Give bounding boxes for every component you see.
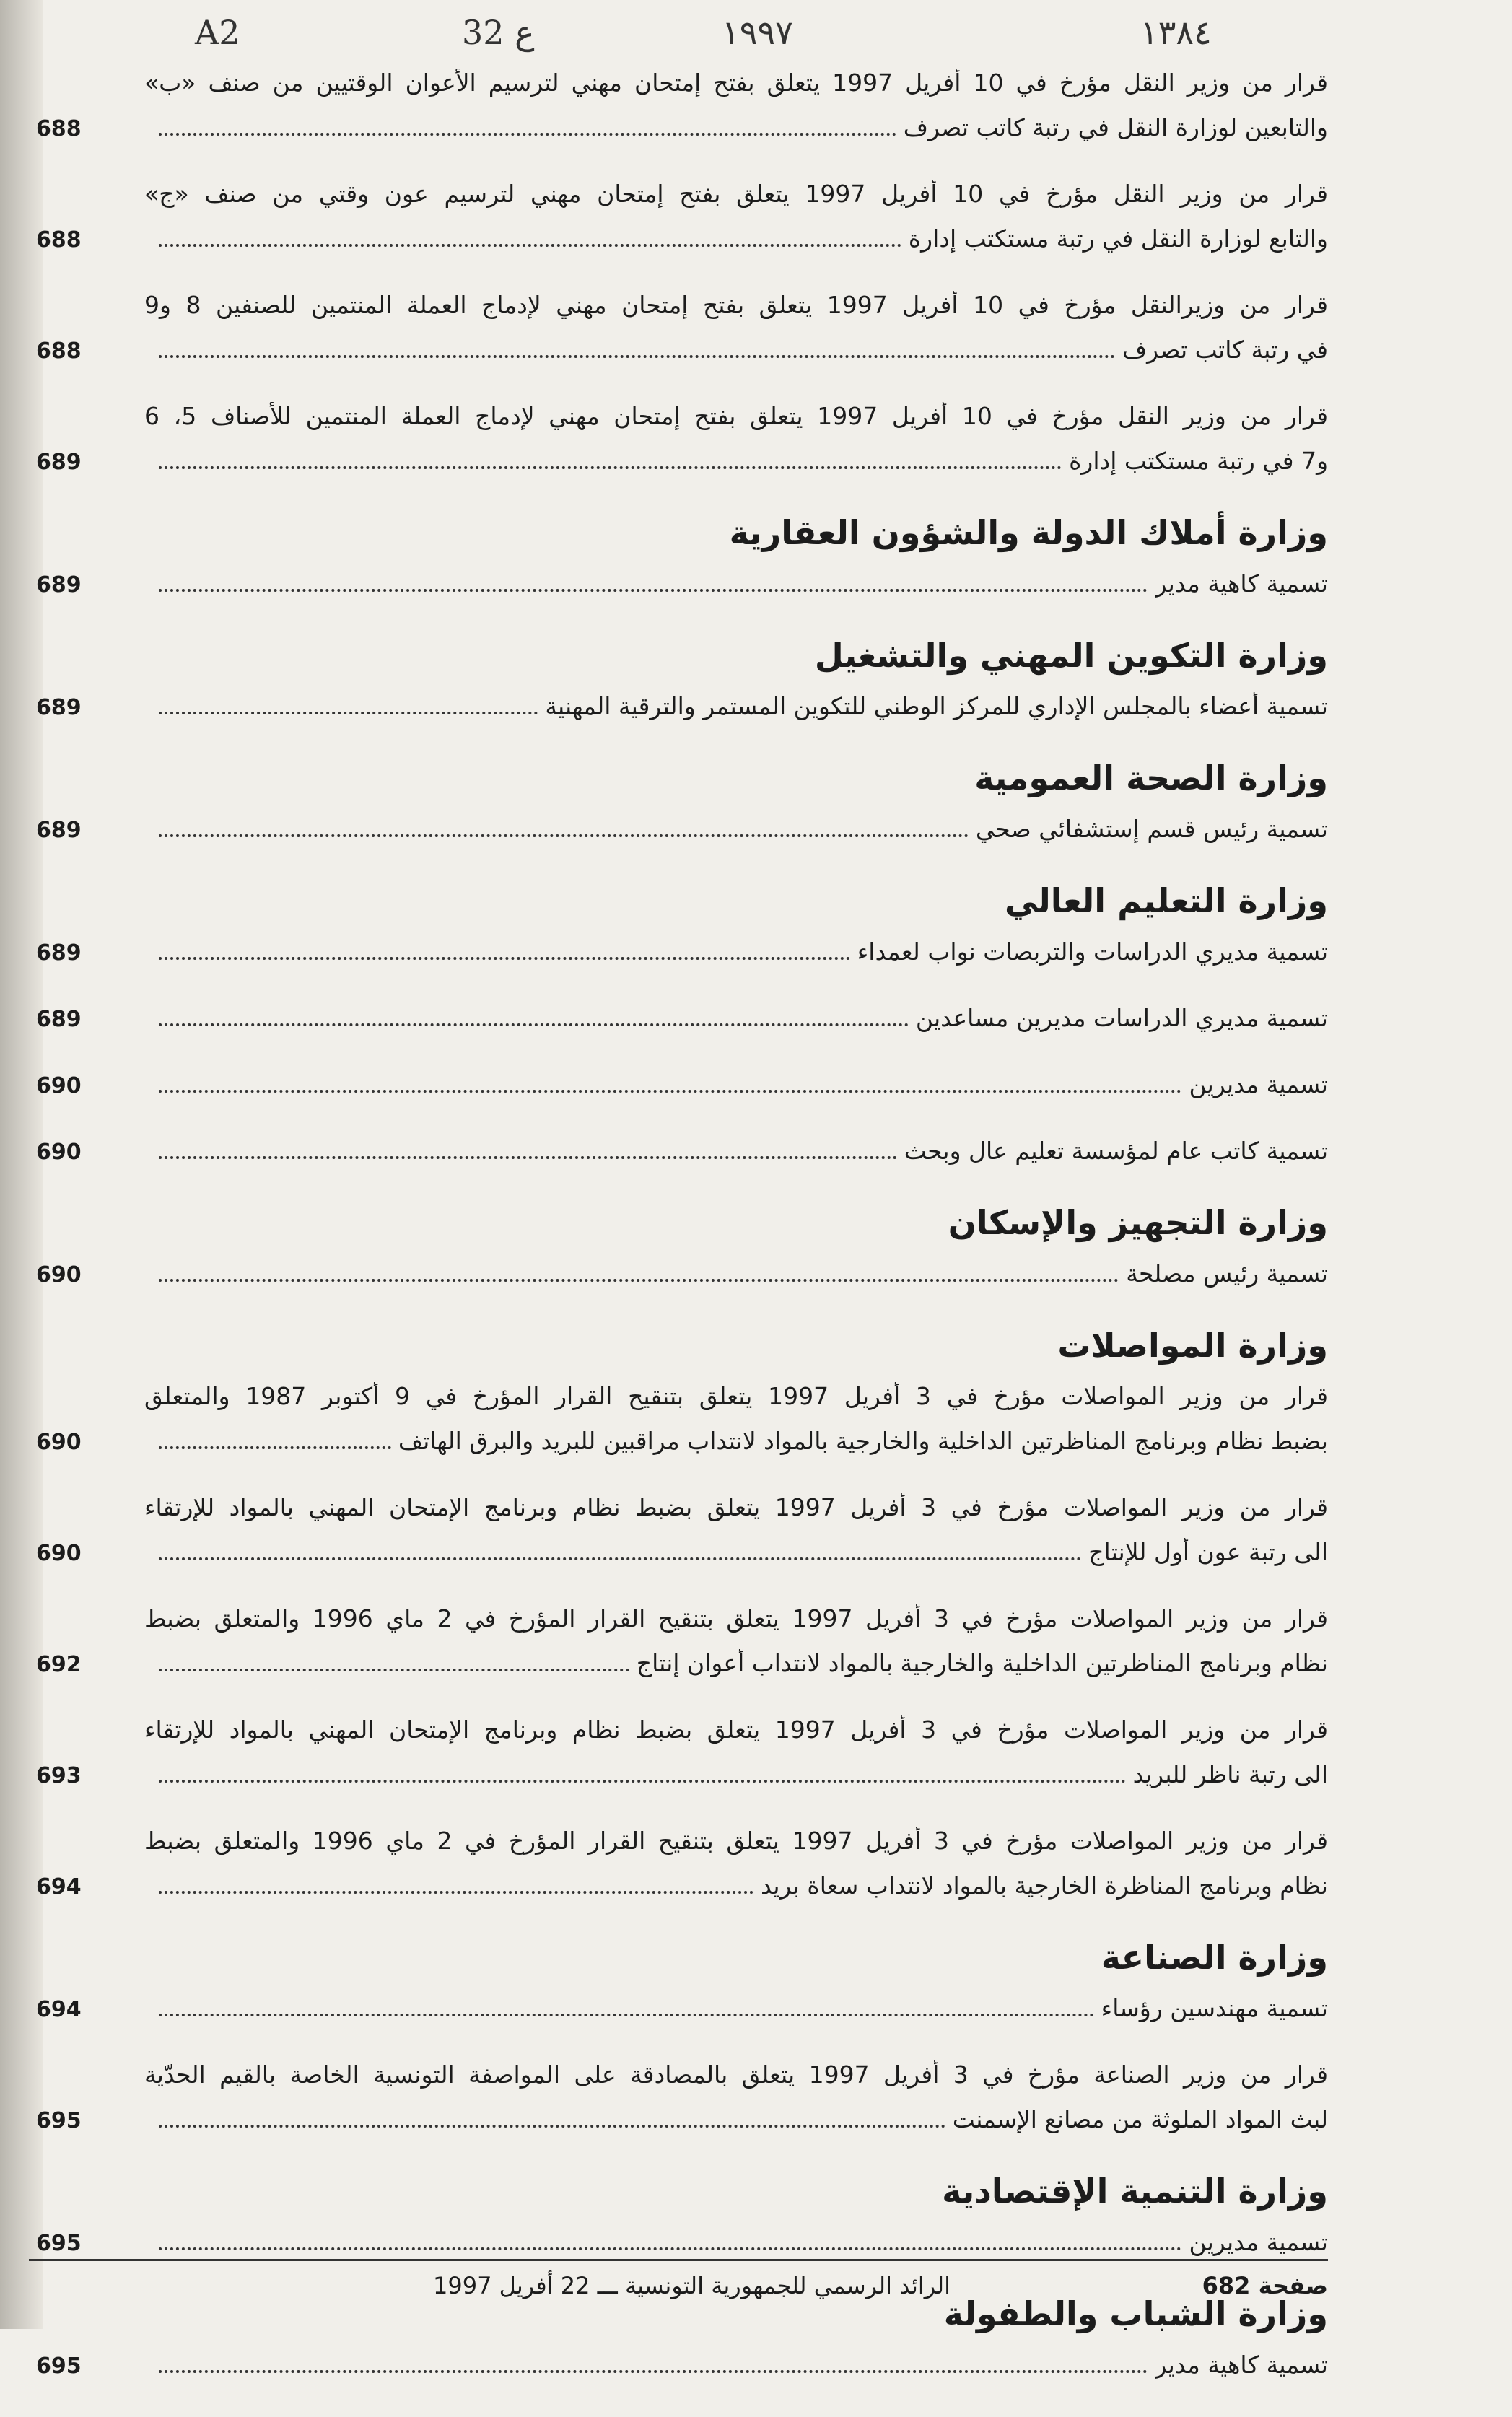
toc-page-number: 694 [36, 1874, 82, 1900]
handwritten-note: 32 ع [462, 13, 535, 52]
dot-leader [159, 1155, 897, 1159]
toc-entry [29, 69, 1328, 158]
toc-page-number: 689 [36, 572, 82, 598]
toc-entry-text: في رتبة كاتب تصرف [1122, 336, 1328, 364]
toc-entry [29, 1137, 1328, 1181]
toc-page-number: 690 [36, 1262, 82, 1288]
handwritten-note: ١٩٩٧ [722, 13, 793, 52]
dot-leader [159, 466, 1062, 469]
toc-entry-text: والتابع لوزارة النقل في رتبة مستكتب إدارة [908, 224, 1328, 253]
toc-entry-text: قرار من وزير المواصلات مؤرخ في 3 أفريل 1997 يتعلق بضبط نظام وبرنامج الإمتحان المهني بالمواد للإرتقاء [144, 1493, 1328, 1521]
toc-entry-text: تسمية مديري الدراسات مديرين مساعدين [915, 1004, 1328, 1032]
dot-leader [159, 956, 850, 960]
toc-page-number: 690 [36, 1140, 82, 1165]
toc-entry-text: الى رتبة ناظر للبريد [1132, 1760, 1328, 1788]
toc-entry [29, 1715, 1328, 1805]
toc-entry-text: تسمية كاتب عام لمؤسسة تعليم عال وبحث [904, 1137, 1328, 1165]
toc-entry [29, 1070, 1328, 1115]
toc-entry-text: تسمية رئيس مصلحة [1126, 1259, 1328, 1288]
toc-entry-line [29, 1382, 1328, 1427]
toc-entry-text: بضبط نظام وبرنامج المناظرتين الداخلية والخارجية بالمواد لانتداب مراقبين للبريد والبرق الهاتف [398, 1427, 1328, 1455]
handwritten-note: A2 [195, 13, 240, 52]
ministry-heading: وزارة الصحة العمومية [974, 759, 1328, 797]
dot-leader [159, 834, 969, 837]
toc-entry-text: قرار من وزير المواصلات مؤرخ في 3 أفريل 1997 يتعلق بتنقيح القرار المؤرخ في 2 ماي 1996 والمتعلق بضبط [144, 1827, 1328, 1855]
toc-entry-line [29, 2228, 1328, 2273]
toc-entry-text: تسمية مهندسين رؤساء [1101, 1994, 1328, 2022]
toc-entry-line [29, 937, 1328, 982]
toc-entry-line [29, 692, 1328, 737]
toc-entry-line [29, 224, 1328, 269]
toc-entry-text: تسمية مديرين [1189, 2228, 1328, 2256]
table-of-contents [29, 69, 1328, 2417]
dot-leader [159, 1557, 1081, 1560]
toc-entry-line [29, 1994, 1328, 2039]
ministry-heading: وزارة التنمية الإقتصادية [942, 2172, 1328, 2211]
toc-page-number: 689 [36, 940, 82, 966]
toc-entry-text: قرار من وزير المواصلات مؤرخ في 3 أفريل 1997 يتعلق بضبط نظام وبرنامج الإمتحان المهني بالمواد للإرتقاء [144, 1715, 1328, 1744]
toc-entry-line [29, 1604, 1328, 1649]
toc-page-number: 694 [36, 1997, 82, 2022]
toc-entry-text: تسمية مديري الدراسات والتربصات نواب لعمداء [857, 937, 1328, 966]
toc-entry-text: قرار من وزير الصناعة مؤرخ في 3 أفريل 1997 يتعلق بالمصادقة على المواصفة التونسية الخاصة بالقيم الحدّية [144, 2060, 1328, 2089]
ministry-heading: وزارة التكوين المهني والتشغيل [814, 636, 1328, 675]
toc-page-number: 688 [36, 227, 82, 253]
toc-entry-line [29, 1538, 1328, 1583]
toc-entry-text: قرار من وزير النقل مؤرخ في 10 أفريل 1997 يتعلق بفتح إمتحان مهني لإدماج العملة المنتمين للأصناف 5، 6 [144, 402, 1328, 430]
toc-entry-line [29, 402, 1328, 447]
toc-entry-line [29, 113, 1328, 158]
dot-leader [159, 2013, 1094, 2016]
toc-entry-line [29, 1871, 1328, 1916]
toc-entry [29, 1994, 1328, 2039]
toc-entry-line [29, 2105, 1328, 2150]
toc-entry-line [29, 1004, 1328, 1049]
toc-page-number: 695 [36, 2353, 82, 2379]
toc-page-number: 689 [36, 818, 82, 843]
toc-entry-line [29, 336, 1328, 380]
dot-leader [159, 1446, 391, 1449]
toc-page-number: 695 [36, 2108, 82, 2133]
dot-leader [159, 588, 1148, 592]
footer-gazette-title: الرائد الرسمي للجمهورية التونسية ـــ 22 أفريل 1997 [433, 2272, 951, 2299]
toc-entry-text: تسمية كاهية مدير [1155, 569, 1328, 598]
toc-page-number: 693 [36, 1763, 82, 1788]
dot-leader [159, 2124, 945, 2128]
toc-entry-line [29, 180, 1328, 224]
page-footer [29, 2272, 1328, 2315]
toc-entry-text: تسمية كاهية مدير [1155, 2351, 1328, 2379]
toc-entry-text: قرار من وزير المواصلات مؤرخ في 3 أفريل 1997 يتعلق بتنقيح القرار المؤرخ في 2 ماي 1996 والمتعلق بضبط [144, 1604, 1328, 1633]
toc-entry-line [29, 815, 1328, 860]
ministry-heading: وزارة الصناعة [1101, 1938, 1328, 1977]
toc-entry-line [29, 569, 1328, 614]
dot-leader [159, 354, 1115, 358]
dot-leader [159, 2247, 1181, 2250]
footer-divider [29, 2259, 1328, 2261]
toc-page-number: 688 [36, 116, 82, 141]
handwritten-note: ١٣٨٤ [1140, 13, 1212, 52]
ministry-heading: وزارة المواصلات [1057, 1326, 1328, 1365]
toc-entry-line [29, 1137, 1328, 1181]
dot-leader [159, 1089, 1181, 1093]
toc-page-number: 690 [36, 1541, 82, 1566]
toc-entry-line [29, 1493, 1328, 1538]
dot-leader [159, 1668, 629, 1671]
toc-entry-text: و7 في رتبة مستكتب إدارة [1069, 447, 1328, 475]
toc-entry [29, 1493, 1328, 1583]
toc-entry [29, 2228, 1328, 2273]
toc-entry [29, 937, 1328, 982]
toc-entry [29, 692, 1328, 737]
toc-page-number: 689 [36, 450, 82, 475]
toc-entry-text: قرار من وزيرالنقل مؤرخ في 10 أفريل 1997 يتعلق بفتح إمتحان مهني لإدماج العملة المنتمين للصنفين 8 و9 [144, 291, 1328, 319]
toc-entry-line [29, 1760, 1328, 1805]
ministry-heading: وزارة التعليم العالي [1004, 881, 1328, 920]
toc-entry [29, 402, 1328, 491]
toc-entry [29, 1259, 1328, 1304]
toc-entry [29, 2351, 1328, 2395]
toc-entry-line [29, 1259, 1328, 1304]
dot-leader [159, 1890, 753, 1894]
dot-leader [159, 1278, 1119, 1282]
toc-entry-text: قرار من وزير المواصلات مؤرخ في 3 أفريل 1997 يتعلق بتنقيح القرار المؤرخ في 9 أكتوبر 1987 والمتعلق [144, 1382, 1328, 1410]
toc-entry [29, 1827, 1328, 1916]
toc-entry [29, 291, 1328, 380]
toc-entry-line [29, 1427, 1328, 1472]
dot-leader [159, 711, 538, 714]
toc-entry-text: تسمية رئيس قسم إستشفائي صحي [975, 815, 1328, 843]
toc-entry-text: نظام وبرنامج المناظرتين الداخلية والخارجية بالمواد لانتداب أعوان إنتاج [636, 1649, 1328, 1677]
ministry-heading: وزارة أملاك الدولة والشؤون العقارية [729, 513, 1328, 552]
toc-entry-text: قرار من وزير النقل مؤرخ في 10 أفريل 1997 يتعلق بفتح إمتحان مهني لترسيم عون وقتي من صنف «ج» [144, 180, 1328, 208]
toc-page-number: 688 [36, 338, 82, 364]
dot-leader [159, 1023, 909, 1026]
ministry-heading: وزارة التجهيز والإسكان [948, 1203, 1328, 1242]
toc-entry-line [29, 1070, 1328, 1115]
toc-entry [29, 569, 1328, 614]
toc-entry-line [29, 1715, 1328, 1760]
toc-entry [29, 180, 1328, 269]
ministry-heading: وزارة الشباب والطفولة [943, 2294, 1328, 2333]
toc-entry-line [29, 291, 1328, 336]
toc-entry-text: الى رتبة عون أول للإنتاج [1088, 1538, 1328, 1566]
toc-entry-line [29, 69, 1328, 113]
toc-entry-line [29, 1827, 1328, 1871]
toc-entry-text: تسمية مديرين [1189, 1070, 1328, 1098]
toc-entry [29, 1382, 1328, 1472]
toc-page-number: 690 [36, 1430, 82, 1455]
footer-page-number: صفحة 682 [1202, 2272, 1328, 2299]
toc-entry-text: نظام وبرنامج المناظرة الخارجية بالمواد لانتداب سعاة بريد [761, 1871, 1328, 1900]
toc-entry [29, 815, 1328, 860]
toc-page-number: 689 [36, 1007, 82, 1032]
toc-entry [29, 1604, 1328, 1694]
toc-page-number: 692 [36, 1652, 82, 1677]
toc-page-number: 689 [36, 695, 82, 720]
dot-leader [159, 243, 901, 247]
dot-leader [159, 132, 896, 136]
toc-entry-line [29, 447, 1328, 491]
toc-page-number: 690 [36, 1073, 82, 1098]
toc-entry-text: لبث المواد الملوثة من مصانع الإسمنت [952, 2105, 1328, 2133]
toc-entry [29, 2060, 1328, 2150]
toc-entry [29, 1004, 1328, 1049]
toc-entry-text: والتابعين لوزارة النقل في رتبة كاتب تصرف [903, 113, 1328, 141]
toc-page-number: 695 [36, 2231, 82, 2256]
toc-entry-text: تسمية أعضاء بالمجلس الإداري للمركز الوطني للتكوين المستمر والترقية المهنية [545, 692, 1328, 720]
toc-entry-line [29, 1649, 1328, 1694]
toc-entry-text: قرار من وزير النقل مؤرخ في 10 أفريل 1997 يتعلق بفتح إمتحان مهني لترسيم الأعوان الوقتيين من صنف «ب» [144, 69, 1328, 97]
toc-entry-line [29, 2060, 1328, 2105]
toc-entry-line [29, 2351, 1328, 2395]
dot-leader [159, 2369, 1148, 2373]
dot-leader [159, 1779, 1126, 1783]
